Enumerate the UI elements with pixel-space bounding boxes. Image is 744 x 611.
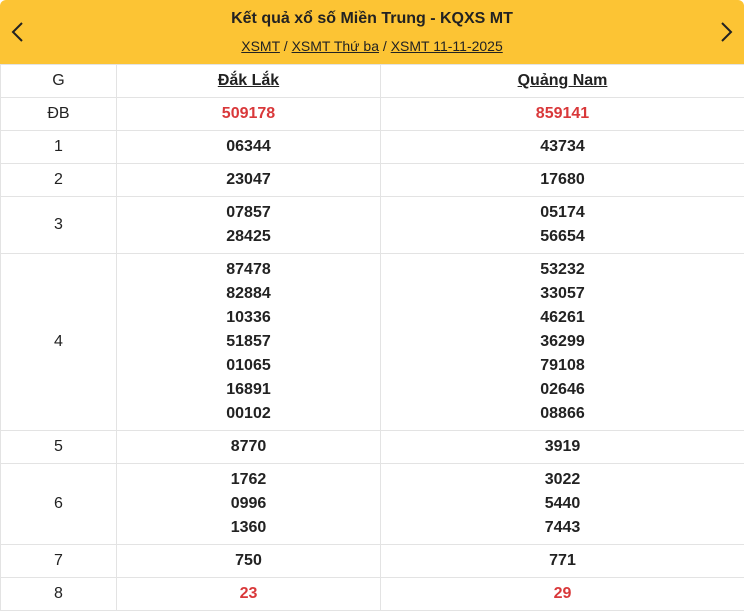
breadcrumb-xsmt-date[interactable]: XSMT 11-11-2025	[391, 38, 503, 54]
province-header-dak-lak[interactable]: Đắk Lắk	[117, 65, 381, 98]
result-number: 00102	[117, 402, 380, 426]
result-number: 28425	[117, 225, 380, 249]
table-row	[1, 431, 744, 464]
result-number: 02646	[381, 378, 744, 402]
prize-label: 2	[1, 164, 117, 197]
result-cell-quang-nam	[381, 545, 744, 578]
result-cell-quang-nam	[381, 578, 744, 611]
result-cell-quang-nam	[381, 254, 744, 431]
table-header-row	[1, 65, 744, 98]
table-row	[1, 464, 744, 545]
result-number: 5440	[381, 492, 744, 516]
result-number: 79108	[381, 354, 744, 378]
result-number: 01065	[117, 354, 380, 378]
table-row	[1, 131, 744, 164]
result-number: 23	[117, 582, 380, 606]
result-cell-dak-lak	[117, 131, 381, 164]
result-number: 53232	[381, 258, 744, 282]
result-number: 23047	[117, 168, 380, 192]
next-day-button[interactable]	[716, 20, 736, 44]
result-number: 82884	[117, 282, 380, 306]
prize-label: ĐB	[1, 98, 117, 131]
result-number: 17680	[381, 168, 744, 192]
result-cell-quang-nam	[381, 464, 744, 545]
page-title: Kết quả xổ số Miền Trung - KQXS MT	[0, 10, 744, 28]
result-number: 43734	[381, 135, 744, 159]
breadcrumb-xsmt-weekday[interactable]: XSMT Thứ ba	[292, 38, 379, 54]
prize-label: 8	[1, 578, 117, 611]
result-cell-quang-nam	[381, 98, 744, 131]
result-number: 771	[381, 549, 744, 573]
result-cell-quang-nam	[381, 131, 744, 164]
prize-label: 4	[1, 254, 117, 431]
result-number: 46261	[381, 306, 744, 330]
result-cell-dak-lak	[117, 254, 381, 431]
result-number: 07857	[117, 201, 380, 225]
result-number: 51857	[117, 330, 380, 354]
prize-label: 7	[1, 545, 117, 578]
chevron-right-icon	[716, 20, 736, 44]
province-header-quang-nam[interactable]: Quảng Nam	[381, 65, 744, 98]
result-number: 33057	[381, 282, 744, 306]
prize-label: 6	[1, 464, 117, 545]
table-row	[1, 545, 744, 578]
prize-label: 5	[1, 431, 117, 464]
result-number: 05174	[381, 201, 744, 225]
result-cell-dak-lak	[117, 197, 381, 254]
result-cell-dak-lak	[117, 98, 381, 131]
result-number: 06344	[117, 135, 380, 159]
breadcrumb-xsmt[interactable]: XSMT	[241, 38, 280, 54]
prize-column-header: G	[1, 65, 117, 98]
result-number: 8770	[117, 435, 380, 459]
result-number: 36299	[381, 330, 744, 354]
result-number: 08866	[381, 402, 744, 426]
result-number: 0996	[117, 492, 380, 516]
result-cell-quang-nam	[381, 164, 744, 197]
result-cell-dak-lak	[117, 431, 381, 464]
result-number: 509178	[117, 102, 380, 126]
result-cell-dak-lak	[117, 164, 381, 197]
prize-label: 3	[1, 197, 117, 254]
result-number: 56654	[381, 225, 744, 249]
result-number: 750	[117, 549, 380, 573]
table-row	[1, 164, 744, 197]
result-number: 859141	[381, 102, 744, 126]
result-cell-quang-nam	[381, 431, 744, 464]
table-row	[1, 254, 744, 431]
result-number: 10336	[117, 306, 380, 330]
breadcrumb-separator: /	[284, 38, 288, 54]
result-number: 3022	[381, 468, 744, 492]
breadcrumb-separator: /	[383, 38, 387, 54]
table-row	[1, 98, 744, 131]
result-number: 1762	[117, 468, 380, 492]
result-number: 1360	[117, 516, 380, 540]
result-number: 3919	[381, 435, 744, 459]
result-cell-quang-nam	[381, 197, 744, 254]
result-cell-dak-lak	[117, 578, 381, 611]
breadcrumb	[0, 38, 744, 54]
result-cell-dak-lak	[117, 464, 381, 545]
result-cell-dak-lak	[117, 545, 381, 578]
table-row	[1, 578, 744, 611]
results-header	[0, 0, 744, 64]
table-row	[1, 197, 744, 254]
result-number: 29	[381, 582, 744, 606]
result-number: 16891	[117, 378, 380, 402]
result-number: 7443	[381, 516, 744, 540]
result-number: 87478	[117, 258, 380, 282]
results-table	[0, 64, 744, 611]
prize-label: 1	[1, 131, 117, 164]
